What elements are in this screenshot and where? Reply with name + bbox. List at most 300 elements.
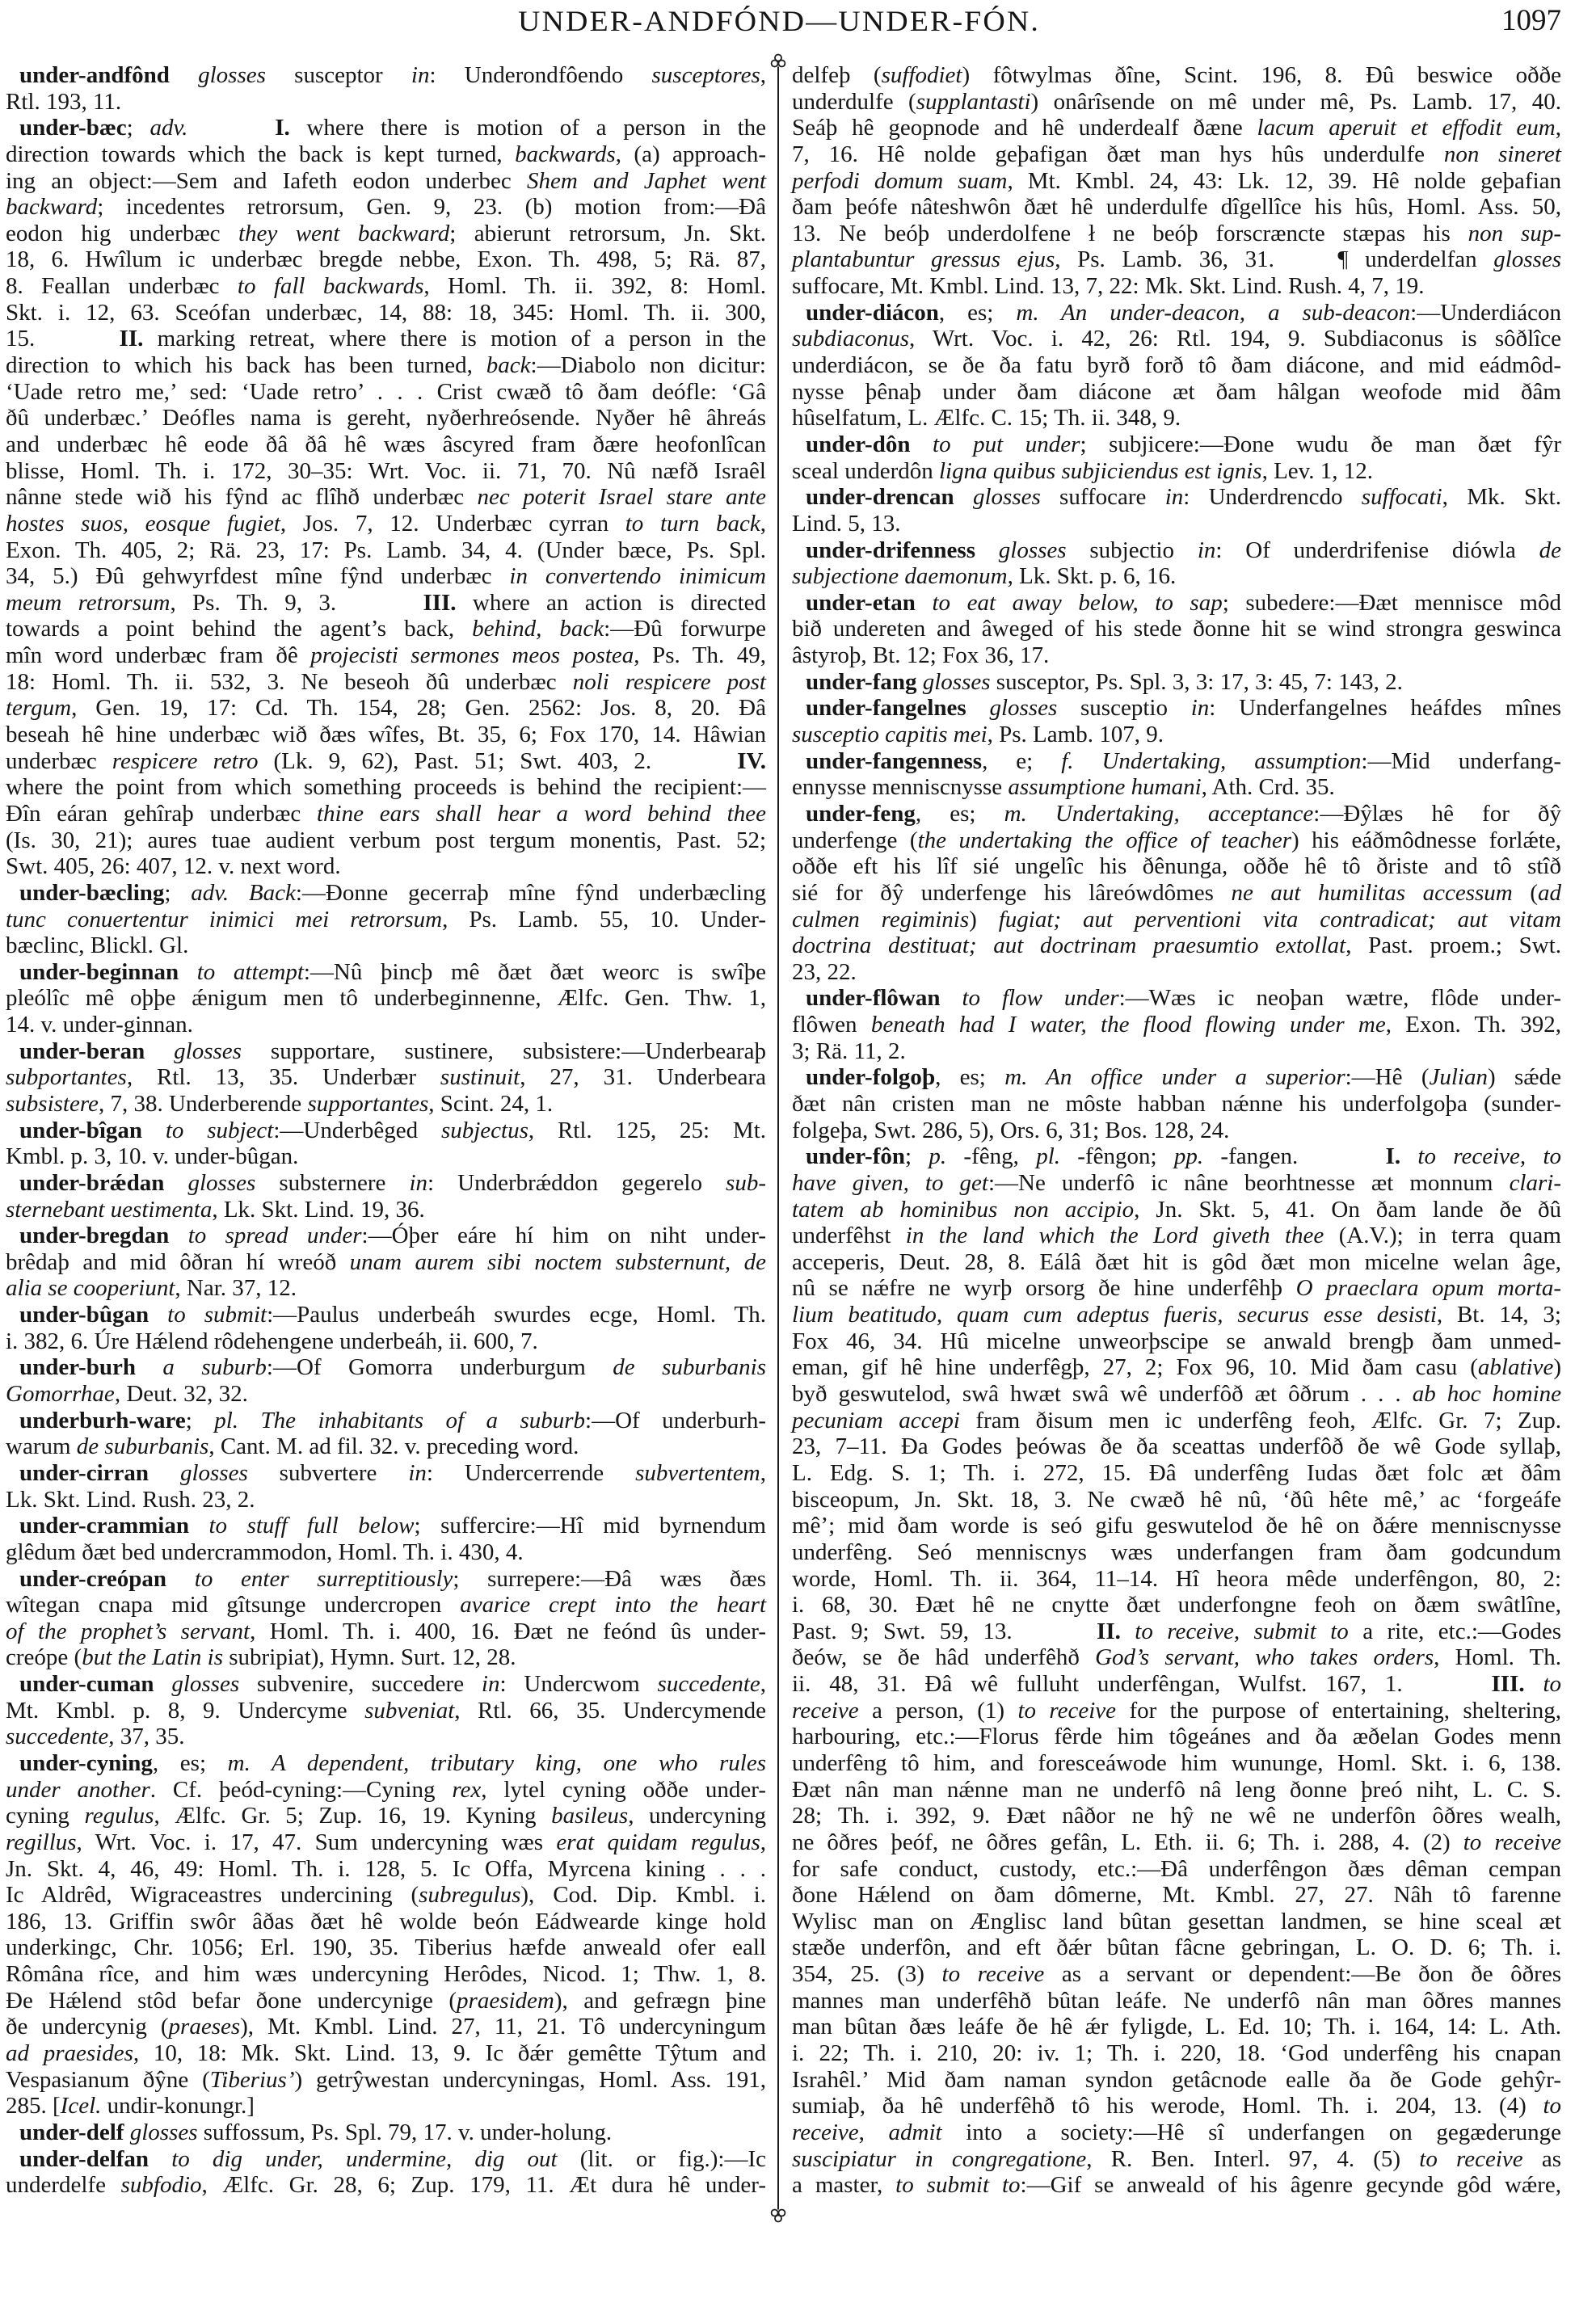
- text-run: suffocare, Mt. Kmbl. Lind. 13, 7, 22: Mk. Skt. Lind. Rush. 4, 7, 19.: [792, 273, 1425, 300]
- text-run: i. 382, 6. Úre Hǽlend rôdehengene underbeáh, ii. 600, 7.: [6, 1328, 538, 1354]
- entry-line: [792, 1566, 1561, 1593]
- text-run: , Ps. Th. 9, 3.: [170, 589, 423, 616]
- entry-line: [792, 141, 1561, 168]
- headword: under-bîgan: [19, 1117, 143, 1143]
- entry-line: [6, 1644, 766, 1671]
- headword: under-dôn: [806, 431, 911, 457]
- text-run: ne ôðres þeóf, ne ôðres gefân, L. Eth. ii. 6; Th. i. 288, 4. (2): [792, 1829, 1463, 1855]
- text-run: susceptor, Ps. Spl. 3, 3: 17, 3: 45, 7: 143, 2.: [990, 668, 1403, 695]
- italic-text: have given, to get: [792, 1169, 988, 1196]
- dictionary-entry: [6, 115, 766, 880]
- entry-line: [6, 379, 766, 406]
- entry-line: [792, 1143, 1561, 1170]
- text-run: , Nar. 37, 12.: [175, 1275, 297, 1302]
- italic-text: ad praesides: [6, 2040, 133, 2067]
- entry-line: [792, 2119, 1561, 2146]
- text-run: creópe (: [6, 1644, 82, 1671]
- text-run: , (a) approach-: [615, 141, 766, 167]
- italic-text: Gomorrhae: [6, 1381, 115, 1408]
- italic-text: ab hoc homine: [1412, 1381, 1562, 1408]
- entry-line: [792, 273, 1561, 300]
- entry-line: [792, 2067, 1561, 2094]
- entry-line: [6, 89, 766, 116]
- text-run: brêdaþ and mid ôðran hí wreóð: [6, 1248, 350, 1275]
- text-run: . Cf. þeód-cyning:—Cyning: [149, 1776, 453, 1803]
- text-run: Skt. i. 12, 63. Sceófan underbæc, 14, 88: 18, 345: Homl. Th. ii. 300,: [6, 299, 766, 326]
- dictionary-entry: [792, 431, 1561, 484]
- entry-line: [792, 537, 1561, 564]
- headword: under-bûgan: [19, 1302, 149, 1328]
- text-run: , Homl. Th. i. 400, 16. Ðæt ne feónd ûs under-: [250, 1618, 766, 1644]
- text-run: flôwen: [792, 1012, 871, 1038]
- text-run: , Ath. Crd. 35.: [1201, 774, 1335, 801]
- text-run: ,: [760, 1829, 766, 1855]
- text-run: , es;: [152, 1750, 228, 1776]
- italic-text: basileus: [551, 1803, 629, 1829]
- italic-text: beneath had I water, the flood flowing under me: [870, 1012, 1386, 1038]
- text-run: man bûtan ðæs leáfe ðe hê ǽr fyligde, L. Ed. 10; Th. i. 164, 14: L. Ath.: [792, 2014, 1561, 2040]
- entry-line: [6, 616, 766, 642]
- text-run: towards a point behind the agent’s back,: [6, 616, 473, 642]
- text-run: Ðæt nân man nǽnne man ne underfô nâ leng ðonne þreó niht, L. C. S.: [792, 1776, 1561, 1803]
- column-rule: [777, 71, 779, 2204]
- entry-line: [6, 1408, 766, 1434]
- headword: under-bæcling: [19, 879, 165, 906]
- italic-text: de suburbanis: [613, 1354, 766, 1381]
- text-run: for the purpose of entertaining, sheltering,: [1116, 1697, 1561, 1724]
- headword: underburh-ware: [19, 1407, 186, 1433]
- italic-text: in: [1197, 537, 1216, 563]
- italic-text: praesidem: [457, 1987, 554, 2014]
- entry-line: [792, 62, 1561, 89]
- text-run: supportare, sustinere, subsistere:—Underbearaþ: [241, 1038, 766, 1064]
- italic-text: to receive: [1017, 1697, 1117, 1724]
- sense-number: II.: [119, 326, 144, 352]
- headword: under-drifenness: [806, 537, 975, 563]
- entry-line: [6, 2119, 766, 2146]
- text-run: subjectio: [1066, 537, 1198, 563]
- italic-text: to receive: [941, 1961, 1045, 1988]
- entry-line: [792, 1856, 1561, 1883]
- entry-line: [6, 907, 766, 933]
- headword: under-cyning: [19, 1750, 153, 1776]
- text-run: : Undercerrende: [426, 1459, 636, 1486]
- entry-line: [6, 801, 766, 827]
- italic-text: in: [1190, 695, 1210, 722]
- text-run: , Rtl. 66, 35. Undercymende: [454, 1697, 766, 1724]
- text-run: Mt. Kmbl. p. 8, 9. Undercyme: [6, 1697, 365, 1724]
- text-run: , Homl. Th. ii. 392, 8: Homl.: [423, 273, 766, 300]
- entry-line: [6, 2067, 766, 2094]
- italic-text: plantabuntur gressus ejus: [792, 246, 1055, 273]
- entry-line: [6, 1091, 766, 1118]
- entry-line: [792, 907, 1561, 933]
- text-run: , Ælfc. Gr. 28, 6; Zup. 179, 11. Æt dura hê under-: [201, 2172, 766, 2199]
- entry-line: [792, 985, 1561, 1012]
- text-run: ,: [760, 1459, 766, 1486]
- text-run: hûselfatum, L. Ælfc. C. 15; Th. ii. 348, 9.: [792, 405, 1181, 431]
- entry-line: [6, 1698, 766, 1724]
- text-run: wîtegan cnapa mid gîtsunge undercropen: [6, 1592, 461, 1619]
- text-run: , Rtl. 125, 25: Mt.: [528, 1117, 766, 1143]
- entry-line: [792, 115, 1561, 141]
- text-run: as a servant or dependent:—Be ðon ðe ôðres: [1044, 1961, 1561, 1988]
- italic-text: subjectus: [440, 1117, 528, 1143]
- entry-line: [6, 1513, 766, 1539]
- text-run: , Lev. 1, 12.: [1261, 457, 1374, 484]
- italic-text: in: [1164, 484, 1184, 511]
- entry-line: [6, 194, 766, 221]
- text-run: 18: Homl. Th. ii. 532, 3. Ne beseoh ðû underbæc: [6, 668, 573, 695]
- italic-text: under another: [6, 1776, 150, 1803]
- entry-line: [792, 1038, 1561, 1065]
- entry-line: [6, 932, 766, 959]
- italic-text: tatem ab hominibus non accipio: [792, 1196, 1135, 1223]
- text-run: , Deut. 32, 32.: [114, 1381, 248, 1408]
- page-number: 1097: [1501, 4, 1561, 37]
- italic-text: pl. The inhabitants of a suburb: [214, 1407, 586, 1433]
- text-run: delfeþ (: [792, 62, 882, 88]
- entry-line: [6, 1724, 766, 1750]
- entry-line: [6, 1988, 766, 2014]
- italic-text: in: [409, 1169, 428, 1196]
- sense-number: III.: [423, 589, 457, 616]
- entry-line: [792, 774, 1561, 801]
- text-run: into a society:—Hê sî underfangen on gegæderunge: [941, 2119, 1562, 2145]
- text-run: (: [1512, 879, 1538, 906]
- entry-line: [6, 1064, 766, 1091]
- italic-text: but the Latin is: [82, 1644, 224, 1671]
- headword: under-delfan: [19, 2145, 149, 2172]
- entry-line: [792, 1487, 1561, 1513]
- entry-line: [6, 1909, 766, 1935]
- entry-line: [792, 563, 1561, 590]
- italic-text: f. Undertaking, assumption: [1061, 747, 1362, 774]
- dictionary-entry: [6, 1513, 766, 1565]
- italic-text: suffodiet: [881, 62, 962, 88]
- text-run: undir-konungr.]: [101, 2093, 255, 2119]
- italic-text: subfodio: [120, 2172, 202, 2199]
- headword: under-cirran: [19, 1459, 149, 1486]
- entry-line: [6, 1197, 766, 1223]
- headword: under-fôn: [806, 1143, 905, 1170]
- text-run: mê’; mid ðam worde is seó gifu geswutelod ðe hê on ðǽre menniscnysse: [792, 1513, 1561, 1539]
- entry-line: [792, 431, 1561, 458]
- entry-line: [6, 537, 766, 564]
- entry-line: [6, 1223, 766, 1249]
- text-run: :—Hê (: [1345, 1064, 1430, 1091]
- entry-line: [6, 458, 766, 485]
- headword: under-crammian: [19, 1513, 189, 1539]
- text-run: ) onârîsende on mê under mê, Ps. Lamb. 17, 40.: [1030, 88, 1561, 115]
- text-run: mannes man underfêhð bûtan leáfe. Ne underfô nân man ôðres mannes: [792, 1987, 1561, 2014]
- text-run: :—Of Gomorra underburgum: [266, 1354, 613, 1381]
- dictionary-entry: [6, 1566, 766, 1672]
- entry-line: [6, 1143, 766, 1170]
- text-run: (Lk. 9, 62), Past. 51; Swt. 403, 2.: [258, 747, 738, 774]
- entry-line: [6, 1592, 766, 1619]
- text-run: ; surrepere:—Ðâ wæs ðæs: [453, 1565, 766, 1592]
- text-run: eodon hig underbæc: [6, 220, 238, 246]
- entry-line: [792, 2014, 1561, 2040]
- italic-text: tergum: [6, 695, 72, 722]
- text-run: ,: [760, 1671, 766, 1698]
- text-run: ðe undercynig (: [6, 2014, 169, 2040]
- entry-line: [792, 2172, 1561, 2199]
- text-run: 285. [: [6, 2093, 61, 2119]
- entry-line: [792, 1381, 1561, 1408]
- text-run: where an action is directed: [456, 589, 766, 616]
- entry-line: [792, 1988, 1561, 2014]
- text-run: , lytel cyning oððe under-: [481, 1776, 767, 1803]
- text-run: ,: [760, 510, 766, 537]
- text-run: , Exon. Th. 392,: [1385, 1012, 1562, 1038]
- italic-text: subveniat: [364, 1697, 455, 1724]
- text-run: ;: [185, 1407, 215, 1433]
- entry-line: [6, 695, 766, 722]
- italic-text: ligna quibus subjiciendus est ignis: [939, 457, 1262, 484]
- text-run: a person, (1): [858, 1697, 1018, 1724]
- italic-text: tunc conuertentur inimici mei retrorsum: [6, 906, 443, 932]
- text-run: Lk. Skt. Lind. Rush. 23, 2.: [6, 1486, 255, 1513]
- text-run: folgeþa, Swt. 286, 5), Ors. 6, 31; Bos. 128, 24.: [792, 1117, 1230, 1143]
- text-run: , Wrt. Voc. i. 17, 47. Sum undercyning wæs: [76, 1829, 557, 1855]
- text-run: underdulfe (: [792, 88, 916, 115]
- text-run: ðû underbæc.’ Deófles nama is gereht, nyðerhreósende. Nyðer hê âhreás: [6, 405, 766, 431]
- entry-line: [792, 1750, 1561, 1777]
- text-run: , Homl. Th.: [1434, 1644, 1562, 1671]
- text-run: stæðe underfôn, and eft ðǽr bûtan fâcne gebringan, L. O. D. 6; Th. i.: [792, 1934, 1561, 1961]
- text-run: , 10, 18: Mk. Skt. Lind. 13, 9. Ic ðǽr gemêtte Tŷtum and: [133, 2040, 766, 2067]
- text-run: 13. Ne beóþ underdolfene ł ne beóþ forscræncte stæpas his: [792, 220, 1468, 246]
- text-run: , Wrt. Voc. i. 42, 26: Rtl. 194, 9. Subdiaconus is sôðlîce: [909, 326, 1561, 352]
- entry-line: [6, 62, 766, 89]
- text-run: , es;: [938, 299, 1017, 326]
- text-run: : Underfangelnes heáfdes mînes: [1209, 695, 1561, 722]
- italic-text: de suburbanis: [76, 1433, 209, 1460]
- text-run: ) sǽde: [1488, 1064, 1561, 1091]
- entry-line: [6, 880, 766, 907]
- text-run: , Mk. Skt.: [1442, 484, 1561, 511]
- text-run: ), Mt. Kmbl. Lind. 27, 11, 21. Tô undercyningum: [240, 2014, 766, 2040]
- italic-text: to stuff full below: [188, 1513, 415, 1539]
- italic-text: Julian: [1429, 1064, 1488, 1091]
- italic-text: to dig under, undermine, dig out: [149, 2145, 558, 2172]
- entry-line: [792, 1354, 1561, 1381]
- text-run: ; suffercire:—Hî mid byrnendum: [414, 1513, 766, 1539]
- entry-line: [6, 1856, 766, 1883]
- text-run: , Ps. Lamb. 107, 9.: [987, 722, 1164, 748]
- headword: under-fangenness: [806, 747, 983, 774]
- text-run: sceal underdôn: [792, 457, 939, 484]
- italic-text: noli respicere post: [572, 668, 766, 695]
- text-run: suffossum, Ps. Spl. 79, 17. v. under-holung.: [197, 2119, 613, 2145]
- italic-text: regillus: [6, 1829, 77, 1855]
- text-run: 23, 22.: [792, 958, 857, 985]
- entry-line: [6, 774, 766, 801]
- italic-text: God’s servant, who takes orders: [1095, 1644, 1434, 1671]
- dictionary-entry: [6, 1671, 766, 1750]
- italic-text: subjectione daemonum: [792, 563, 1008, 590]
- sense-number: IV.: [737, 747, 766, 774]
- text-run: Jn. Skt. 4, 46, 49: Homl. Th. i. 128, 5. Ic Offa, Myrcena kining . . .: [6, 1855, 766, 1882]
- text-run: [187, 115, 275, 141]
- italic-text: receive: [792, 1697, 859, 1724]
- italic-text: to flow under: [940, 985, 1119, 1012]
- entry-line: [792, 1803, 1561, 1829]
- text-run: ðeów, se ðe hâd underfêhð: [792, 1644, 1096, 1671]
- text-run: subvenire, succedere: [239, 1671, 482, 1698]
- entry-line: [792, 1275, 1561, 1302]
- italic-text: to attempt: [179, 958, 304, 985]
- text-run: 18, 6. Hwîlum ic underbæc bregde nebbe, Exon. Th. 498, 5; Rä. 87,: [6, 246, 766, 273]
- text-run: oððe eft his lîf sié ungelîc his ðênunga, oððe hê tô ðriste and tô stîð: [792, 853, 1561, 880]
- text-run: cyning: [6, 1803, 85, 1829]
- italic-text: O praeclara opum morta-: [1295, 1275, 1562, 1302]
- italic-text: receive: [792, 2119, 859, 2145]
- italic-text: glosses: [154, 1671, 240, 1698]
- italic-text: behind, back: [472, 616, 604, 642]
- text-run: subvertere: [247, 1459, 409, 1486]
- entry-line: [6, 1302, 766, 1328]
- italic-text: glosses: [164, 1169, 256, 1196]
- dictionary-entry: [792, 748, 1561, 801]
- italic-text: suscipiatur in congregatione: [792, 2145, 1087, 2172]
- text-run: ;: [905, 1143, 929, 1170]
- text-run: : Underdrencdo: [1183, 484, 1362, 511]
- text-run: :—Ðonne gecerraþ mîne fŷnd underbæcling: [295, 879, 766, 906]
- headword: under-fangelnes: [806, 695, 966, 722]
- text-run: glêdum ðæt bed undercrammodon, Homl. Th. i. 430, 4.: [6, 1539, 524, 1565]
- entry-line: [792, 827, 1561, 854]
- italic-text: unam aurem sibi noctem substernunt, de: [349, 1248, 766, 1275]
- text-run: as: [1522, 2145, 1561, 2172]
- entry-line: [792, 352, 1561, 379]
- dictionary-entry: [6, 2146, 766, 2199]
- text-run: 28; Th. i. 392, 9. Ðæt nâðor ne hŷ ne wê ne underfôn ôðres wealh,: [792, 1803, 1561, 1829]
- italic-text: glosses: [1493, 246, 1562, 273]
- text-run: ‘Uade retro me,’ sed: ‘Uade retro’ . . . Crist cwæð tô ðam deófle: ‘Gâ: [6, 378, 766, 405]
- text-run: Rtl. 193, 11.: [6, 88, 122, 115]
- dictionary-entry: [6, 1460, 766, 1513]
- headword: under-drencan: [806, 484, 954, 511]
- italic-text: pl.: [1036, 1143, 1060, 1170]
- entry-line: [6, 2093, 766, 2119]
- italic-text: nec poterit Israel stare ante: [477, 484, 766, 511]
- text-run: ): [969, 906, 999, 932]
- headword: under-folgoþ: [806, 1064, 936, 1091]
- italic-text: m. An under-deacon, a sub-deacon: [1016, 299, 1411, 326]
- right-column: [792, 62, 1561, 2199]
- text-run: , Mt. Kmbl. 24, 43: Lk. 12, 39. Hê nolde geþafian: [1007, 167, 1562, 194]
- entry-line: [6, 300, 766, 326]
- italic-text: glosses: [966, 695, 1058, 722]
- italic-text: ad: [1538, 879, 1561, 906]
- italic-text: subportantes: [6, 1064, 127, 1091]
- text-run: Lind. 5, 13.: [792, 510, 901, 537]
- text-run: Swt. 405, 26: 407, 12. v. next word.: [6, 853, 341, 880]
- text-run: (A.V.); in terra quam: [1324, 1223, 1561, 1249]
- entry-line: [6, 168, 766, 195]
- text-run: warum: [6, 1433, 77, 1460]
- text-run: :—Underdiácon: [1410, 299, 1562, 326]
- entry-line: [6, 221, 766, 247]
- entry-line: [6, 1460, 766, 1487]
- text-run: , es;: [935, 1064, 1005, 1091]
- entry-line: [6, 1354, 766, 1381]
- text-run: , Ps. Th. 49,: [634, 642, 767, 669]
- headword: under-cuman: [19, 1671, 154, 1698]
- entry-line: [6, 1961, 766, 1988]
- entry-line: [792, 669, 1561, 696]
- entry-line: [792, 1882, 1561, 1909]
- entry-line: [792, 695, 1561, 722]
- italic-text: pp.: [1173, 1143, 1204, 1170]
- italic-text: glosses: [169, 62, 266, 88]
- italic-text: erat quidam regulus: [556, 1829, 760, 1855]
- italic-text: to put under: [910, 431, 1080, 457]
- entry-line: [792, 1539, 1561, 1566]
- entry-line: [6, 141, 766, 168]
- italic-text: hostes suos, eosque fugiet: [6, 510, 280, 537]
- text-run: Vespasianum ðŷne (: [6, 2066, 210, 2093]
- text-run: mîn word underbæc fram ðê: [6, 642, 311, 669]
- entry-line: [6, 590, 766, 617]
- entry-line: [792, 484, 1561, 511]
- entry-line: [6, 1170, 766, 1197]
- italic-text: assumptione humani: [1008, 774, 1202, 801]
- text-run: i. 68, 30. Ðæt hê ne cnytte ðæt underfongne feoh on ðæm swâtlîne,: [792, 1592, 1561, 1619]
- entry-line: [6, 669, 766, 696]
- italic-text: susceptio capitis mei: [792, 722, 987, 748]
- dictionary-entry: [792, 1064, 1561, 1143]
- text-run: -fêngon;: [1060, 1143, 1174, 1170]
- italic-text: sustinuit: [440, 1064, 520, 1091]
- text-run: , Ælfc. Gr. 5; Zup. 16, 19. Kyning: [154, 1803, 552, 1829]
- text-run: ðone Hǽlend on ðam dômerne, Mt. Kmbl. 27, 27. Nâh tô farenne: [792, 1882, 1561, 1909]
- entry-line: [6, 1038, 766, 1065]
- text-run: ) his eáðmôdnesse forlǽte,: [1291, 827, 1561, 853]
- text-run: Rômâna rîce, and him wæs undercyning Herôdes, Nicod. 1; Thw. 1, 8.: [6, 1961, 766, 1988]
- entry-line: [792, 642, 1561, 669]
- text-run: subripiat), Hymn. Surt. 12, 28.: [223, 1644, 516, 1671]
- italic-text: to fall backwards: [237, 273, 424, 300]
- italic-text: non sineret: [1443, 141, 1561, 167]
- headword: under-feng: [806, 800, 916, 827]
- entry-line: [6, 959, 766, 986]
- entry-line: [792, 1302, 1561, 1328]
- entry-line: [6, 1328, 766, 1355]
- text-run: :—Mid underfang-: [1361, 747, 1561, 774]
- italic-text: praeses: [168, 2014, 241, 2040]
- italic-text: to submit to: [895, 2172, 1021, 2199]
- text-run: and underbæc hê eode ðâ ðâ hê wæs âscyred fram ðære heofonlîcan: [6, 431, 766, 457]
- dictionary-entry: [792, 537, 1561, 590]
- italic-text: glosses: [954, 484, 1041, 511]
- entry-line: [792, 1170, 1561, 1197]
- text-run: 14. v. under-ginnan.: [6, 1012, 193, 1038]
- text-run: Israhêl.’ Mid ðam naman syndon getâcnode ealle ða ðe Gode gehŷr-: [792, 2066, 1561, 2093]
- entry-line: [6, 2146, 766, 2173]
- entry-line: [6, 352, 766, 379]
- text-run: ,: [858, 2119, 889, 2145]
- text-run: ; incedentes retrorsum, Gen. 9, 23. (b) motion from:—Ðâ: [97, 194, 766, 221]
- italic-text: backward: [6, 194, 98, 221]
- italic-text: susceptores: [651, 62, 760, 88]
- text-run: , Lk. Skt. p. 6, 16.: [1007, 563, 1177, 590]
- text-run: , 27, 31. Underbeara: [520, 1064, 766, 1091]
- entry-line: [792, 2040, 1561, 2067]
